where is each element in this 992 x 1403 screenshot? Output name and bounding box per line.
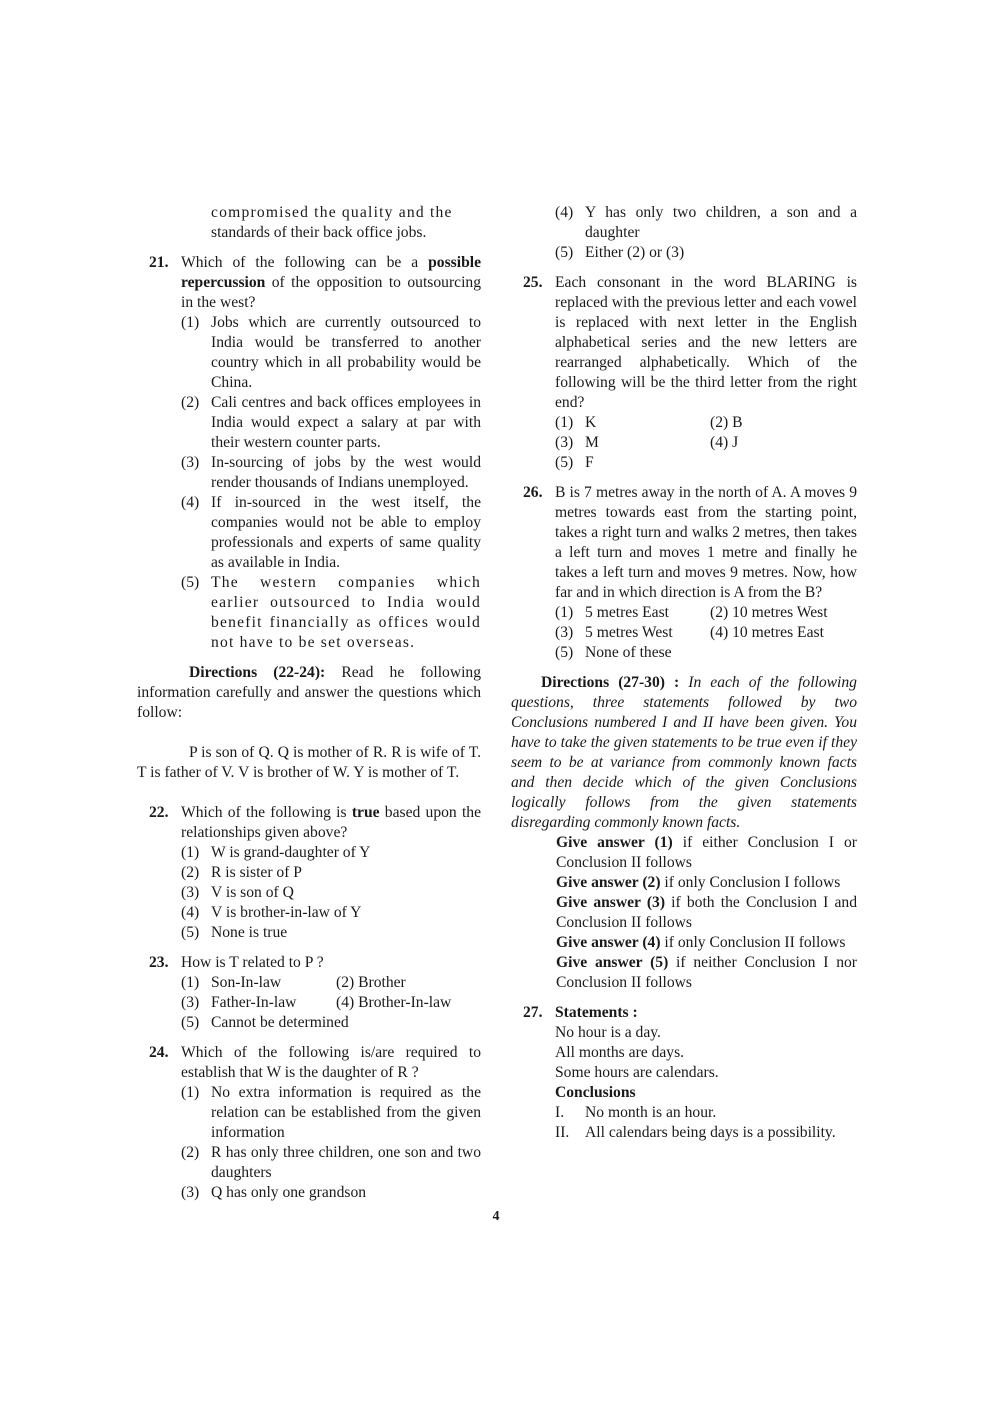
question-text: B is 7 metres away in the north of A. A moves 9 metres towards east from the starting point, takes a right turn and walks 2 metres, then takes a left turn and moves 1 metre and finally he takes a left turn and moves 9 metres. Now, how far and in which direction is A from the B?: [555, 484, 857, 601]
question-21: [137, 253, 481, 653]
answer-rule-text: if only Conclusion I follows: [660, 874, 841, 891]
question-number: 27.: [523, 1004, 543, 1021]
statement-2: All months are days.: [555, 1044, 685, 1061]
option-4[interactable]: [336, 993, 481, 1013]
question-number: 25.: [523, 274, 543, 291]
option-text: None is true: [211, 924, 288, 941]
option-5[interactable]: [181, 1013, 481, 1033]
option-text: R is sister of P: [211, 864, 302, 881]
option-text: Cali centres and back offices employees in India would expect a salary at par with their western counter parts.: [211, 394, 481, 451]
option-text: If in-sourced in the west itself, the companies would not be able to employ professionals and experts of same quality as available in India.: [211, 494, 481, 571]
question-26: [511, 483, 857, 663]
answer-rule-text: if neither Conclusion I nor Conclusion II follows: [556, 954, 857, 991]
statement-1: No hour is a day.: [555, 1024, 661, 1041]
options-grid: [181, 973, 481, 1013]
option-text: W is grand-daughter of Y: [211, 844, 371, 861]
option-3[interactable]: [181, 453, 481, 493]
question-text: [181, 253, 481, 313]
left-column: [137, 203, 481, 1203]
option-2[interactable]: [336, 973, 481, 993]
option-text: No extra information is required as the relation can be established from the given information: [211, 1084, 481, 1141]
answer-rule-text: if only Conclusion II follows: [660, 934, 846, 951]
option-number: (4): [710, 434, 729, 451]
question-text: Which of the following is/are required to establish that W is the daughter of R ?: [181, 1044, 481, 1081]
answer-rule-label: Give answer (4): [556, 934, 661, 951]
option-5[interactable]: [181, 573, 481, 653]
question-22: [137, 803, 481, 943]
option-text: K: [585, 414, 597, 431]
option-text: Q has only one grandson: [211, 1184, 367, 1201]
option-text: M: [585, 434, 599, 451]
question-23: [137, 953, 481, 1033]
option-text: Either (2) or (3): [585, 244, 685, 261]
option-number: (3): [555, 624, 574, 641]
directions-27-30: [511, 673, 857, 833]
option-text: 10 metres East: [732, 624, 824, 641]
option-number: (1): [181, 314, 200, 331]
question-text-bold: true: [351, 804, 380, 821]
conclusion-text: All calendars being days is a possibility.: [585, 1124, 836, 1141]
option-5[interactable]: [181, 923, 481, 943]
answer-rule-label: Give answer (1): [556, 834, 673, 851]
option-1[interactable]: [181, 843, 481, 863]
conclusions-label-text: Conclusions: [555, 1084, 636, 1101]
question-24: [137, 1043, 481, 1203]
option-text: Brother: [358, 974, 406, 991]
options-list: [181, 843, 481, 943]
option-number: (1): [181, 974, 200, 991]
options-list: [181, 1083, 481, 1203]
option-3[interactable]: [181, 993, 336, 1013]
option-4[interactable]: [555, 203, 857, 243]
conclusion-text: No month is an hour.: [585, 1104, 717, 1121]
option-3[interactable]: [181, 1183, 481, 1203]
continuation-line-1: compromised the quality and the: [211, 204, 453, 221]
question-27: [511, 1003, 857, 1143]
option-number: (2): [710, 414, 729, 431]
passage-continuation: [211, 203, 481, 243]
option-4[interactable]: [710, 433, 857, 453]
option-text: V is brother-in-law of Y: [211, 904, 362, 921]
question-text-part: Which of the following can be a: [181, 254, 429, 271]
question-number: 21.: [149, 254, 169, 271]
option-number: (1): [181, 1084, 200, 1101]
conclusion-2: [555, 1123, 857, 1143]
answer-rule-label: Give answer (5): [556, 954, 669, 971]
option-number: (5): [181, 574, 200, 591]
option-text: 10 metres West: [732, 604, 828, 621]
option-number: (5): [181, 924, 200, 941]
right-column: [511, 203, 857, 1143]
option-1[interactable]: [181, 973, 336, 993]
option-4[interactable]: [181, 493, 481, 573]
option-4[interactable]: [710, 623, 857, 643]
option-number: (2): [181, 394, 200, 411]
page-number: 4: [492, 1209, 500, 1224]
option-number: (4): [336, 994, 355, 1011]
option-number: (5): [181, 1014, 200, 1031]
option-5[interactable]: [555, 243, 857, 263]
relationship-info: P is son of Q. Q is mother of R. R is wife of T. T is father of V. V is brother of W. Y is mother of T.: [137, 744, 481, 781]
option-number: (2): [181, 864, 200, 881]
options-list: [181, 313, 481, 653]
conclusion-number: I.: [555, 1104, 565, 1121]
option-text: B: [732, 414, 743, 431]
option-text: R has only three children, one son and two daughters: [211, 1144, 481, 1181]
option-2[interactable]: [181, 1143, 481, 1183]
option-2[interactable]: [181, 863, 481, 883]
question-text-part: of the opposition to outsourcing in the west?: [181, 274, 481, 311]
option-1[interactable]: [181, 313, 481, 393]
option-number: (3): [181, 1184, 200, 1201]
question-24-continued: [511, 203, 857, 263]
question-number: 26.: [523, 484, 543, 501]
option-number: (1): [555, 604, 574, 621]
answer-rule-5: [556, 953, 857, 993]
option-number: (3): [181, 884, 200, 901]
option-number: (4): [181, 494, 200, 511]
option-text: Y has only two children, a son and a daughter: [585, 204, 857, 241]
option-text: V is son of Q: [211, 884, 294, 901]
conclusion-number: II.: [555, 1124, 570, 1141]
option-number: (5): [555, 244, 574, 261]
question-text: [181, 803, 481, 843]
answer-rule-text: if both the Conclusion I and Conclusion II follows: [556, 894, 857, 931]
option-text: 5 metres West: [585, 624, 673, 641]
option-text: 5 metres East: [585, 604, 670, 621]
conclusions-label: [555, 1083, 857, 1103]
options-grid: [555, 603, 857, 643]
option-number: (1): [181, 844, 200, 861]
question-text-part: based upon the relationships given above?: [181, 804, 481, 841]
option-number: (1): [555, 414, 574, 431]
statement-3: Some hours are calendars.: [555, 1064, 719, 1081]
directions-text: Read he following information carefully and answer the questions which follow:: [137, 664, 482, 721]
option-2[interactable]: [181, 393, 481, 453]
answer-rule-4: [556, 933, 857, 953]
option-number: (2): [710, 604, 729, 621]
option-3[interactable]: [181, 883, 481, 903]
options-grid: [555, 413, 857, 453]
option-3[interactable]: [555, 433, 710, 453]
option-2[interactable]: [710, 603, 857, 623]
option-number: (4): [555, 204, 574, 221]
question-number: 23.: [149, 954, 169, 971]
option-number: (3): [555, 434, 574, 451]
option-number: (5): [555, 644, 574, 661]
answer-rules: [556, 833, 857, 993]
question-25: [511, 273, 857, 473]
answer-rule-1: [556, 833, 857, 873]
option-1[interactable]: [555, 603, 710, 623]
answer-rule-label: Give answer (2): [556, 874, 661, 891]
option-number: (4): [710, 624, 729, 641]
answer-rule-label: Give answer (3): [556, 894, 666, 911]
continuation-line-2: standards of their back office jobs.: [211, 224, 427, 241]
option-text: Cannot be determined: [211, 1014, 349, 1031]
option-1[interactable]: [555, 413, 710, 433]
directions-text: In each of the following questions, three statements followed by two Conclusions numbered I and II have been given. You have to take the given statements to be true even if they seem to be at variance from commonly known facts and then decide which of the given Conclusions logically follows from the given statements disregarding commonly known facts.: [511, 674, 857, 831]
question-text: How is T related to P ?: [181, 954, 324, 971]
option-5[interactable]: [555, 643, 857, 663]
option-text: In-sourcing of jobs by the west would render thousands of Indians unemployed.: [211, 454, 481, 491]
option-text: The western companies which earlier outsourced to India would benefit financially as offices would not have to be set overseas.: [211, 574, 481, 651]
question-number: 24.: [149, 1044, 169, 1061]
option-5[interactable]: [555, 453, 857, 473]
answer-rule-2: [556, 873, 857, 893]
option-number: (4): [181, 904, 200, 921]
option-3[interactable]: [555, 623, 710, 643]
option-text: Son-In-law: [211, 974, 282, 991]
option-number: (5): [555, 454, 574, 471]
option-4[interactable]: [181, 903, 481, 923]
statements-label-text: Statements :: [555, 1004, 638, 1021]
option-number: (3): [181, 454, 200, 471]
answer-rule-3: [556, 893, 857, 933]
option-2[interactable]: [710, 413, 857, 433]
option-text: Father-In-law: [211, 994, 297, 1011]
statements-label: [555, 1003, 857, 1023]
answer-rule-text: if either Conclusion I or Conclusion II follows: [556, 834, 857, 871]
question-number: 22.: [149, 804, 169, 821]
option-text: Brother-In-law: [358, 994, 452, 1011]
option-text: None of these: [585, 644, 672, 661]
option-number: (2): [336, 974, 355, 991]
option-text: Jobs which are currently outsourced to India would be transferred to another country which in all probability would be China.: [211, 314, 481, 391]
directions-label: Directions (27-30) :: [541, 674, 680, 691]
option-1[interactable]: [181, 1083, 481, 1143]
option-text: F: [585, 454, 594, 471]
option-number: (2): [181, 1144, 200, 1161]
directions-22-24: [137, 663, 481, 723]
question-text-part: Which of the following is: [181, 804, 352, 821]
directions-label: Directions (22-24):: [189, 664, 326, 681]
question-text-bold: possible repercussion: [181, 254, 481, 291]
option-number: (3): [181, 994, 200, 1011]
option-text: J: [732, 434, 739, 451]
conclusion-1: [555, 1103, 857, 1123]
question-text: Each consonant in the word BLARING is replaced with the previous letter and each vowel is replaced with next letter in the English alphabetical series and the new letters are rearranged alphabetically. Which of the following will be the third letter from the right end?: [555, 274, 857, 411]
